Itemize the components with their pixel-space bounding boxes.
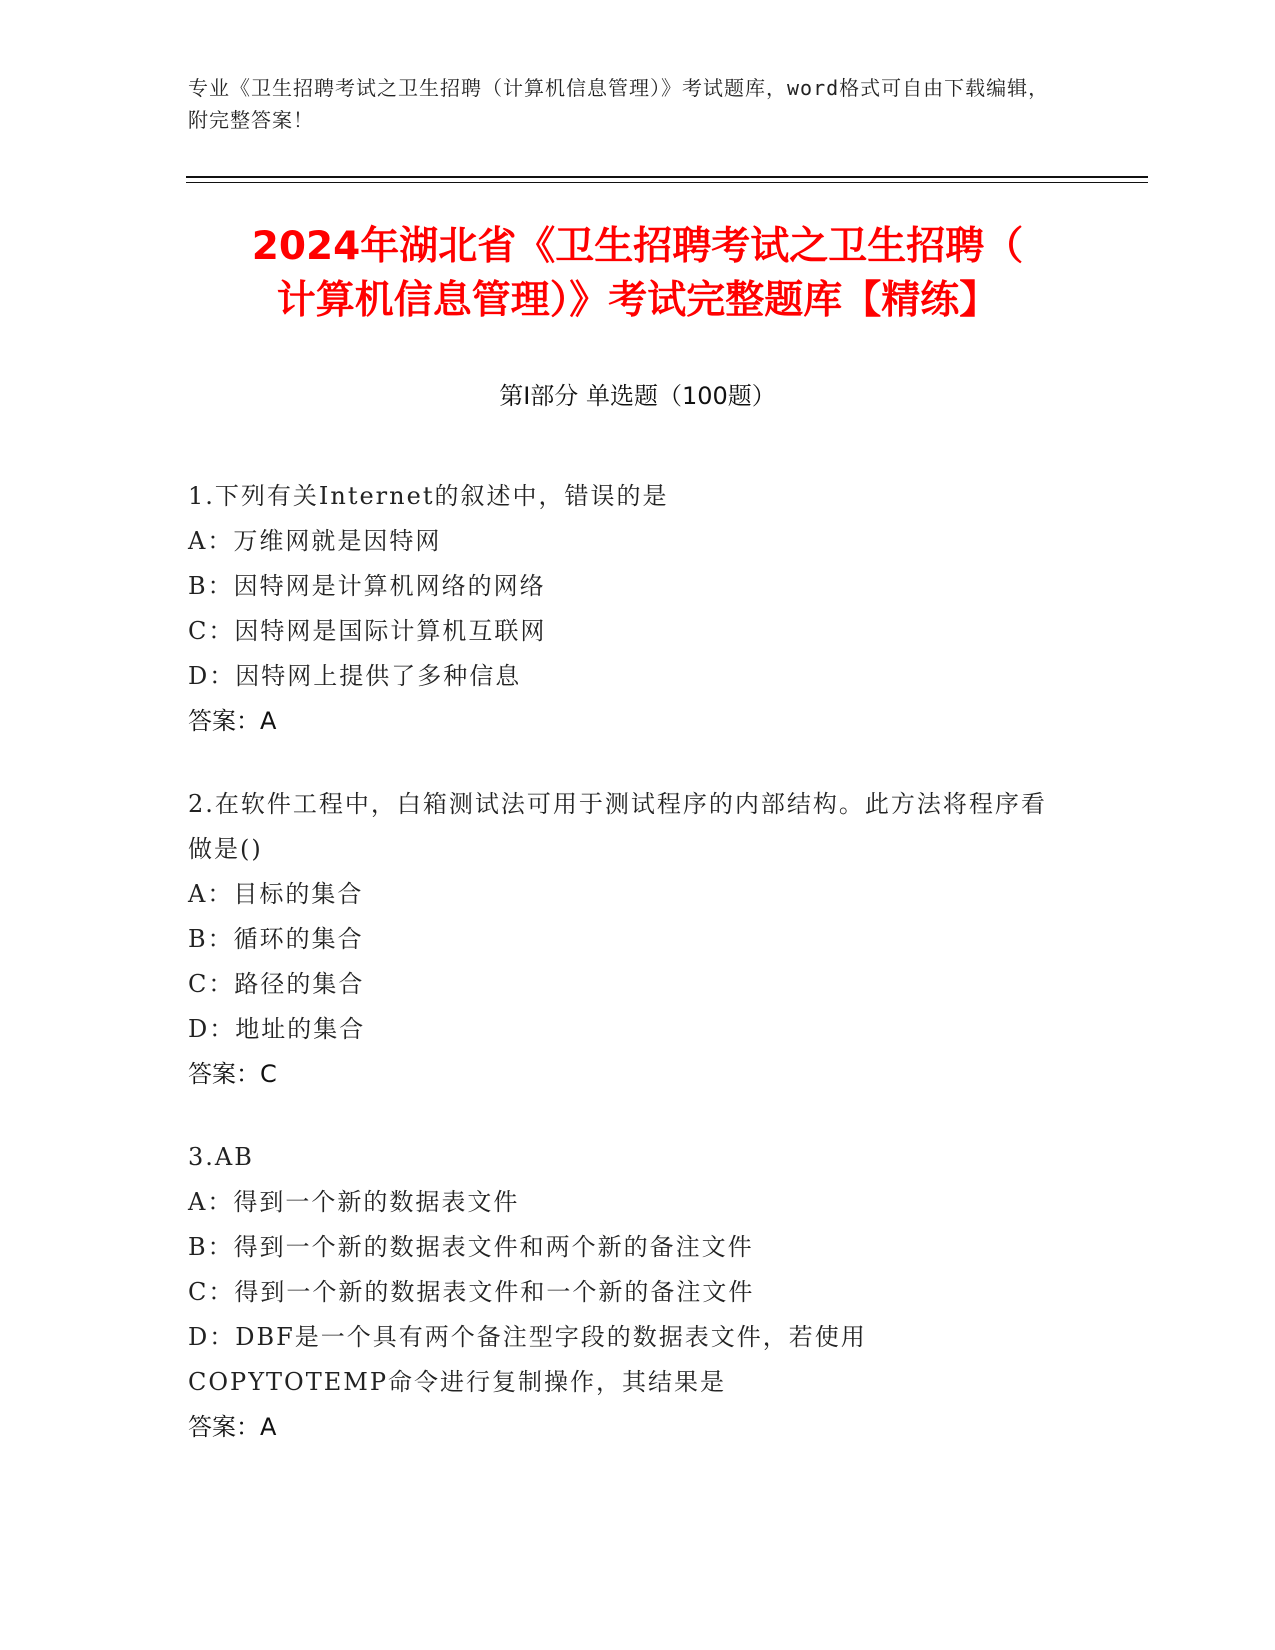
- option-c: C：因特网是国际计算机互联网: [188, 617, 547, 645]
- question-stem: 2.在软件工程中，白箱测试法可用于测试程序的内部结构。此方法将程序看做是(): [188, 790, 1047, 863]
- question-list: [188, 474, 1088, 1488]
- question-stem: 1.下列有关Internet的叙述中，错误的是: [188, 482, 669, 510]
- option-d: D：地址的集合: [188, 1015, 366, 1043]
- answer-label: 答案：C: [188, 1060, 277, 1088]
- document-title: [150, 220, 1125, 328]
- option-c: C：得到一个新的数据表文件和一个新的备注文件: [188, 1278, 755, 1306]
- question-stem: 3.AB: [188, 1143, 254, 1171]
- option-b: B：因特网是计算机网络的网络: [188, 572, 546, 600]
- option-a: A：目标的集合: [188, 880, 364, 908]
- option-a: A：万维网就是因特网: [188, 527, 442, 555]
- option-d: D：因特网上提供了多种信息: [188, 662, 522, 690]
- question-3: [188, 1135, 1088, 1450]
- question-1: [188, 474, 1088, 744]
- option-a: A：得到一个新的数据表文件: [188, 1188, 520, 1216]
- answer-label: 答案：A: [188, 707, 277, 735]
- section-heading: 第Ⅰ部分 单选题（100题）: [499, 382, 776, 410]
- option-b: B：循环的集合: [188, 925, 364, 953]
- header-divider-thin: [186, 182, 1148, 183]
- header-note: 专业《卫生招聘考试之卫生招聘（计算机信息管理）》考试题库，word格式可自由下载编辑，附完整答案！: [188, 76, 1050, 132]
- document-title-line-1: 2024年湖北省《卫生招聘考试之卫生招聘（: [251, 224, 1024, 269]
- question-2: [188, 782, 1088, 1097]
- option-b: B：得到一个新的数据表文件和两个新的备注文件: [188, 1233, 754, 1261]
- option-c: C：路径的集合: [188, 970, 365, 998]
- answer-label: 答案：A: [188, 1413, 277, 1441]
- header-divider-thick: [186, 176, 1148, 178]
- document-title-line-2: 计算机信息管理）》考试完整题库【精练】: [276, 278, 999, 323]
- option-d: D：DBF是一个具有两个备注型字段的数据表文件，若使用COPYTOTEMP命令进行复制操作，其结果是: [188, 1323, 867, 1396]
